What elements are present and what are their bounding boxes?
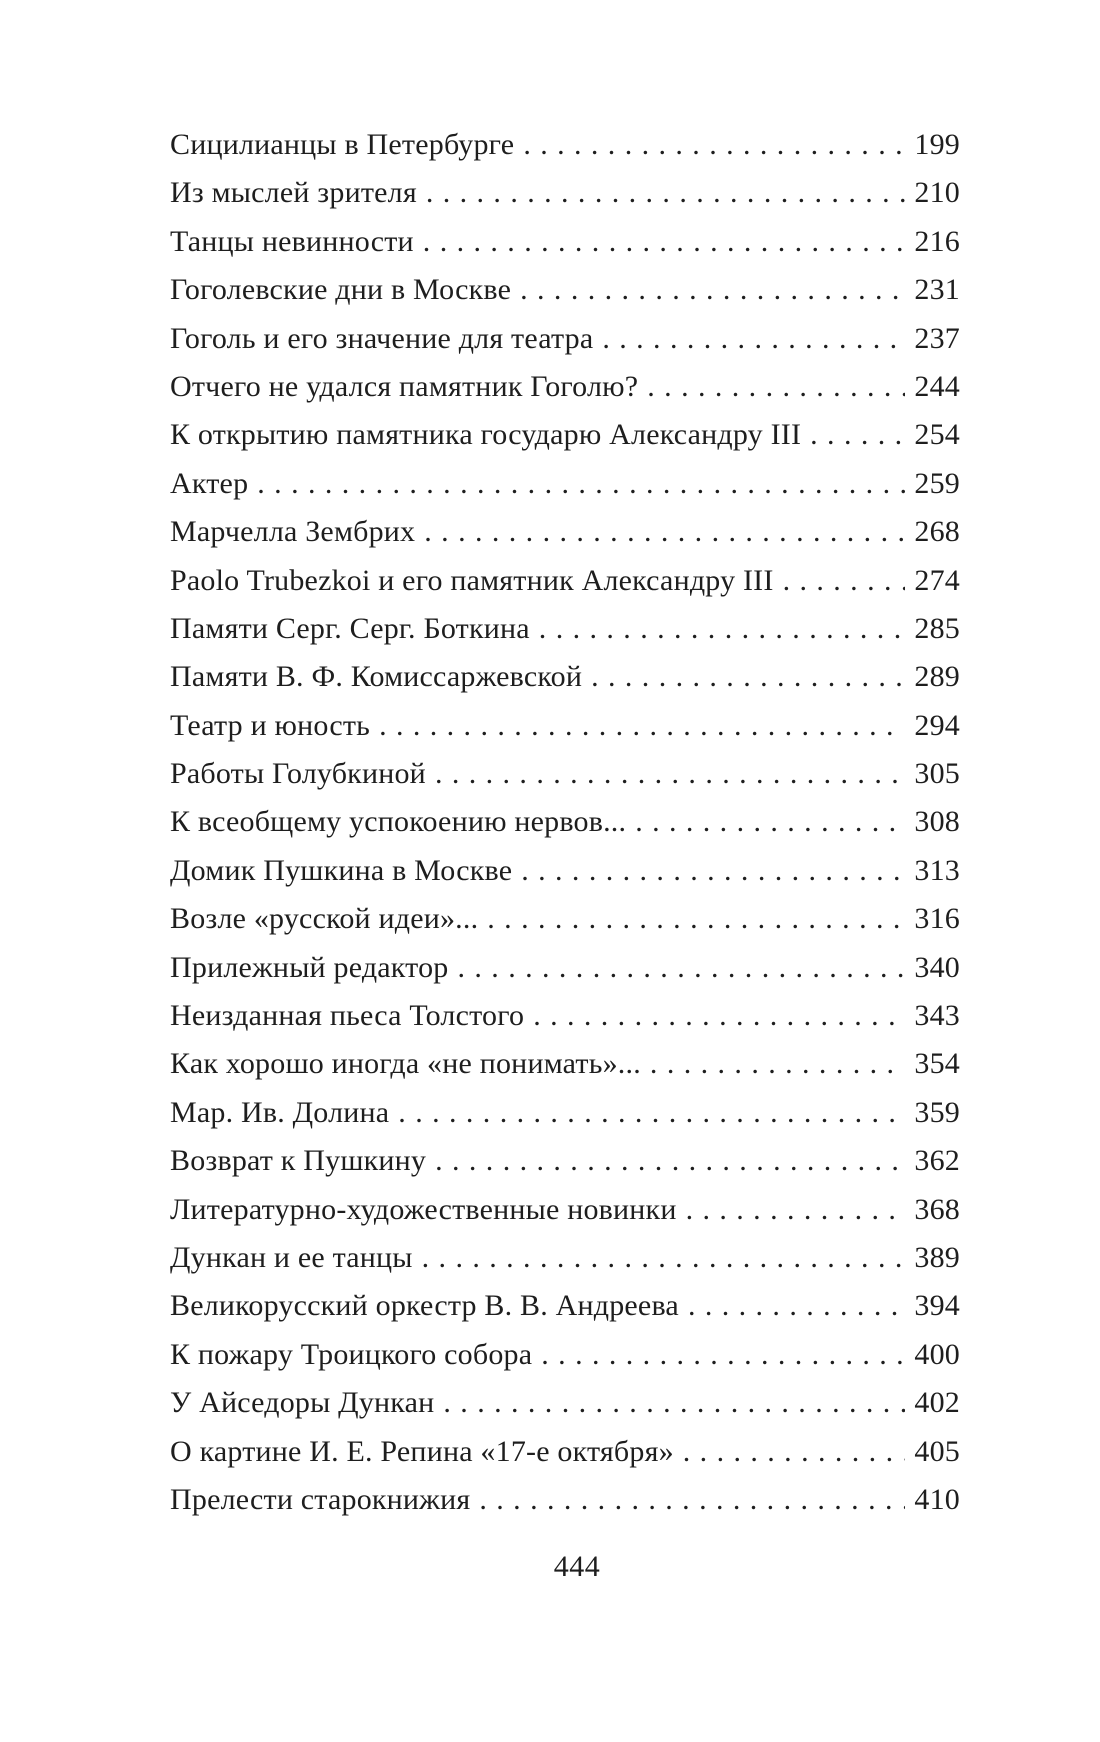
toc-leader-dots [424, 508, 905, 556]
toc-entry-title: Сицилианцы в Петербурге [170, 128, 515, 161]
toc-entry-title: Памяти Серг. Серг. Боткина [170, 611, 530, 645]
toc-entry-title: Возле «русской идеи»... [170, 902, 479, 936]
toc-entry [170, 1186, 960, 1234]
toc-entry-page: 394 [914, 1289, 960, 1323]
toc-entry-page: 231 [914, 273, 960, 307]
toc-leader-dots [591, 653, 905, 701]
toc-entry-page: 354 [914, 1047, 960, 1081]
toc-entry [170, 411, 960, 459]
toc-entry [170, 508, 960, 556]
toc-entry-page: 362 [914, 1144, 960, 1178]
toc-entry-page: 285 [914, 611, 960, 645]
toc-leader-dots [650, 1040, 905, 1088]
toc-entry-title: Театр и юность [170, 708, 371, 742]
toc-entry [170, 557, 960, 605]
toc-entry [170, 944, 960, 992]
toc-entry-title: Отчего не удался памятник Гоголю? [170, 369, 639, 403]
toc-entry-page: 400 [914, 1337, 960, 1371]
toc-entry-title: О картине И. Е. Репина «17-е октября» [170, 1434, 674, 1468]
page-number: 444 [553, 1550, 601, 1584]
toc-leader-dots [443, 1379, 905, 1427]
toc-entry-page: 313 [914, 853, 960, 887]
toc-entry-page: 340 [914, 950, 960, 984]
toc-entry [170, 653, 960, 701]
toc-entry-page: 244 [914, 369, 960, 403]
toc-leader-dots [398, 1089, 905, 1137]
toc-entry [170, 363, 960, 411]
toc-entry [170, 992, 960, 1040]
toc-entry [170, 798, 960, 846]
toc-entry-page: 199 [914, 128, 960, 161]
toc-entry-title: К пожару Троицкого собора [170, 1337, 533, 1371]
toc-leader-dots [688, 1282, 905, 1330]
toc-entry-title: Литературно-художественные новинки [170, 1192, 677, 1226]
toc-leader-dots [422, 1234, 906, 1282]
toc-entry-page: 359 [914, 1095, 960, 1129]
toc-leader-dots [602, 315, 905, 363]
toc-entry-title: Дункан и ее танцы [170, 1240, 413, 1274]
toc-entry-page: 289 [914, 660, 960, 694]
toc-entry [170, 1040, 960, 1088]
toc-entry-title: Неизданная пьеса Толстого [170, 999, 525, 1033]
toc-entry [170, 1379, 960, 1427]
toc-leader-dots [479, 1476, 905, 1524]
toc-entry [170, 1331, 960, 1379]
toc-entry [170, 218, 960, 266]
toc-entry-title: Гоголевские дни в Москве [170, 273, 512, 307]
toc-entry-page: 259 [914, 466, 960, 500]
toc-entry [170, 1428, 960, 1476]
toc-entry-title: Великорусский оркестр В. В. Андреева [170, 1289, 679, 1323]
toc-leader-dots [635, 798, 905, 846]
toc-entry-title: Из мыслей зрителя [170, 176, 417, 210]
toc-entry-title: Мар. Ив. Долина [170, 1095, 390, 1129]
toc-entry-title: Как хорошо иногда «не понимать»... [170, 1047, 641, 1081]
toc-leader-dots [458, 944, 906, 992]
toc-entry-page: 237 [914, 321, 960, 355]
toc-leader-dots [647, 363, 905, 411]
toc-entry [170, 1234, 960, 1282]
toc-entry [170, 750, 960, 798]
toc-leader-dots [810, 411, 905, 459]
toc-entry-title: К открытию памятника государю Александру III [170, 418, 802, 452]
toc-entry-title: К всеобщему успокоению нервов... [170, 805, 627, 839]
toc-leader-dots [683, 1428, 906, 1476]
toc-entry-page: 368 [914, 1192, 960, 1226]
toc-leader-dots [435, 1137, 905, 1185]
toc-leader-dots [783, 557, 906, 605]
toc-entry-page: 210 [914, 176, 960, 210]
toc-leader-dots [520, 266, 905, 314]
toc-entry-title: У Айседоры Дункан [170, 1386, 435, 1420]
toc-entry-page: 274 [914, 563, 960, 597]
toc-entry [170, 895, 960, 943]
toc-entry [170, 266, 960, 314]
toc-entry [170, 121, 960, 169]
toc-leader-dots [435, 750, 905, 798]
toc-leader-dots [541, 1331, 905, 1379]
toc-entry-page: 305 [914, 757, 960, 791]
toc-leader-dots [521, 847, 905, 895]
toc-list [170, 121, 960, 1524]
toc-entry [170, 1089, 960, 1137]
toc-leader-dots [379, 702, 905, 750]
toc-entry [170, 702, 960, 750]
toc-leader-dots [423, 218, 906, 266]
toc-entry-title: Актер [170, 466, 249, 500]
toc-entry-title: Гоголь и его значение для театра [170, 321, 594, 355]
toc-entry [170, 169, 960, 217]
toc-entry-title: Танцы невинности [170, 224, 414, 258]
toc-entry-page: 308 [914, 805, 960, 839]
toc-leader-dots [426, 169, 906, 217]
toc-entry-page: 254 [914, 418, 960, 452]
toc-entry-page: 316 [914, 902, 960, 936]
toc-entry [170, 847, 960, 895]
toc-entry-title: Марчелла Зембрих [170, 515, 416, 549]
toc-entry-title: Paolo Trubezkoi и его памятник Александру III [170, 563, 774, 597]
toc-entry-title: Памяти В. Ф. Комиссаржевской [170, 660, 583, 694]
toc-entry [170, 605, 960, 653]
toc-leader-dots [523, 121, 905, 169]
toc-entry-page: 343 [914, 999, 960, 1033]
toc-leader-dots [533, 992, 905, 1040]
toc-entry-page: 402 [914, 1386, 960, 1420]
toc-entry-page: 410 [914, 1482, 960, 1516]
toc-entry-page: 405 [914, 1434, 960, 1468]
toc-entry [170, 460, 960, 508]
toc-entry [170, 315, 960, 363]
toc-entry-title: Прилежный редактор [170, 950, 449, 984]
toc-entry-page: 268 [914, 515, 960, 549]
toc-leader-dots [257, 460, 905, 508]
toc-entry-title: Работы Голубкиной [170, 757, 426, 791]
toc-entry-page: 294 [914, 708, 960, 742]
toc-entry [170, 1282, 960, 1330]
toc-leader-dots [539, 605, 906, 653]
toc-entry-page: 389 [914, 1240, 960, 1274]
toc-leader-dots [487, 895, 905, 943]
toc-entry-title: Прелести старокнижия [170, 1482, 471, 1516]
toc-entry-title: Домик Пушкина в Москве [170, 853, 513, 887]
toc-leader-dots [686, 1186, 906, 1234]
toc-entry [170, 1137, 960, 1185]
toc-entry [170, 1476, 960, 1524]
toc-entry-title: Возврат к Пушкину [170, 1144, 427, 1178]
toc-entry-page: 216 [914, 224, 960, 258]
